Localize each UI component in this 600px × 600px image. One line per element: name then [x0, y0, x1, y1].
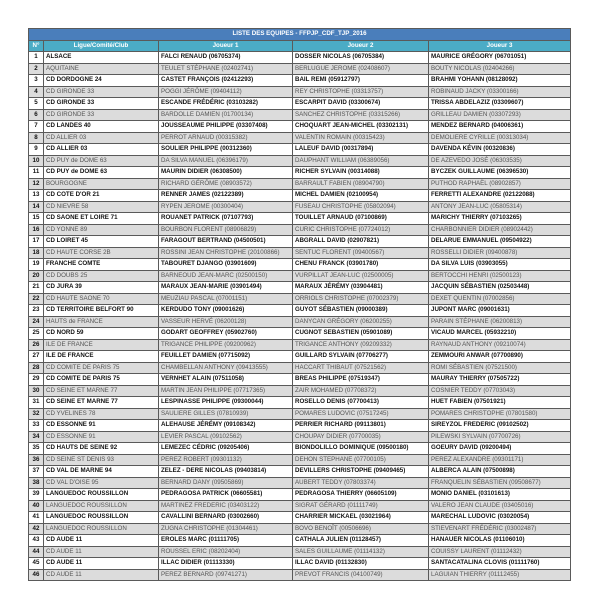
player-1-cell: LEMEZEC CÉDRIC (09205406) [159, 443, 293, 455]
league-cell: CD AUDE 11 [44, 569, 159, 581]
player-3-cell: MARICHY THIERRY (07103265) [429, 213, 571, 225]
row-number: 46 [29, 569, 44, 581]
league-cell: CD PUY de DOME 63 [44, 155, 159, 167]
player-1-cell: PERROT ARNAUD (00315382) [159, 132, 293, 144]
player-1-cell: SAULIERE GILLES (07810939) [159, 408, 293, 420]
player-1-cell: ZELEZ - DERE NICOLAS (09403814) [159, 466, 293, 478]
player-3-cell: VICAUD MARCEL (05932210) [429, 328, 571, 340]
league-cell: AQUITAINE [44, 63, 159, 75]
row-number: 42 [29, 523, 44, 535]
column-header-player-2: Joueur 2 [293, 40, 429, 52]
table-row [29, 546, 571, 558]
player-3-cell: BYCZEK GUILLAUME (06396530) [429, 167, 571, 179]
player-1-cell: POGGI JÉRÔME (09404112) [159, 86, 293, 98]
player-2-cell: CUGNOT SEBASTIEN (05901089) [293, 328, 429, 340]
league-cell: ALSACE [44, 52, 159, 64]
player-2-cell: SANCHEZ CHRISTOPHE (03315266) [293, 109, 429, 121]
row-number: 26 [29, 339, 44, 351]
player-2-cell: CHENU FRANCK (03901780) [293, 259, 429, 271]
player-1-cell: PEDRAGOSA PATRICK (06605581) [159, 489, 293, 501]
table-row [29, 569, 571, 581]
player-3-cell: ROBINAUD JACKY (03300166) [429, 86, 571, 98]
player-3-cell: DEMOLIERE CYRILLE (00313034) [429, 132, 571, 144]
table-row [29, 236, 571, 248]
row-number: 14 [29, 201, 44, 213]
table-row [29, 224, 571, 236]
player-1-cell: RYPEN JEROME (00300404) [159, 201, 293, 213]
player-1-cell: TRIGANCE PHILIPPE (09200962) [159, 339, 293, 351]
player-1-cell: ROUSSEL ERIC (08202404) [159, 546, 293, 558]
player-2-cell: DANYCAN GRÉGORY (06200255) [293, 316, 429, 328]
player-2-cell: GUYOT SÉBASTIEN (09000389) [293, 305, 429, 317]
league-cell: CD YONNE 89 [44, 224, 159, 236]
row-number: 38 [29, 477, 44, 489]
row-number: 29 [29, 374, 44, 386]
player-1-cell: TEULET STÉPHANE (02402741) [159, 63, 293, 75]
player-2-cell: BOVO BENOÎT (00506696) [293, 523, 429, 535]
player-1-cell: LESPINASSE PHILIPPE (09300044) [159, 397, 293, 409]
league-cell: ILE DE FRANCE [44, 351, 159, 363]
player-2-cell: DEVILLERS CHRISTOPHE (09409465) [293, 466, 429, 478]
table-row [29, 109, 571, 121]
player-2-cell: BAIL REMI (05912797) [293, 75, 429, 87]
player-3-cell: STIEVENART FRÉDÉRIC (03002487) [429, 523, 571, 535]
player-3-cell: MARECHAL LUDOVIC (03020054) [429, 512, 571, 524]
table-row [29, 477, 571, 489]
player-1-cell: SOULIER PHILIPPE (00312360) [159, 144, 293, 156]
league-cell: CD DORDOGNE 24 [44, 75, 159, 87]
player-1-cell: CHAMBELLAN ANTHONY (09413555) [159, 362, 293, 374]
table-row [29, 98, 571, 110]
player-2-cell: BREAS PHILIPPE (07519347) [293, 374, 429, 386]
player-1-cell: ROUANET PATRICK (07107793) [159, 213, 293, 225]
row-number: 20 [29, 270, 44, 282]
row-number: 41 [29, 512, 44, 524]
row-number: 45 [29, 558, 44, 570]
table-row [29, 466, 571, 478]
league-cell: LANGUEDOC ROUSSILLON [44, 500, 159, 512]
player-1-cell: ZUGNA CHRISTOPHE (01304461) [159, 523, 293, 535]
table-row [29, 523, 571, 535]
player-3-cell: POMARES CHRISTOPHE (07801580) [429, 408, 571, 420]
player-3-cell: MAURAY THIERRY (07505722) [429, 374, 571, 386]
player-3-cell: JACQUIN SÉBASTIEN (02503448) [429, 282, 571, 294]
player-1-cell: PEREZ ROBERT (09301132) [159, 454, 293, 466]
league-cell: LANGUEDOC ROUSSILLON [44, 512, 159, 524]
table-title: LISTE DES EQUIPES - FFPJP_CDF_TJP_2016 [29, 29, 571, 41]
league-cell: FRANCHE COMTE [44, 259, 159, 271]
player-3-cell: PARAIN STÉPHANE (06200813) [429, 316, 571, 328]
row-number: 16 [29, 224, 44, 236]
table-row [29, 132, 571, 144]
row-number: 1 [29, 52, 44, 64]
player-2-cell: BARRAULT FABIEN (08904790) [293, 178, 429, 190]
player-2-cell: MARAUX JÉRÉMY (03904481) [293, 282, 429, 294]
player-1-cell: DA SILVA MANUEL (06396179) [159, 155, 293, 167]
row-number: 36 [29, 454, 44, 466]
row-number: 2 [29, 63, 44, 75]
player-3-cell: BOUTY NICOLAS (02404266) [429, 63, 571, 75]
league-cell: CD ALLIER 03 [44, 132, 159, 144]
row-number: 43 [29, 535, 44, 547]
row-number: 34 [29, 431, 44, 443]
table-row [29, 512, 571, 524]
league-cell: CD NORD 59 [44, 328, 159, 340]
player-3-cell: ZEMMOURI ANWAR (07700890) [429, 351, 571, 363]
player-2-cell: PERRIER RICHARD (09113801) [293, 420, 429, 432]
column-header-player-1: Joueur 1 [159, 40, 293, 52]
table-row [29, 167, 571, 179]
player-3-cell: PEREZ ALEXANDRE (09301171) [429, 454, 571, 466]
player-3-cell: ANTONY JEAN-LUC (05805314) [429, 201, 571, 213]
player-3-cell: PUTHOD RAPHAËL (08902857) [429, 178, 571, 190]
table-row [29, 351, 571, 363]
row-number: 24 [29, 316, 44, 328]
player-3-cell: FRANQUELIN SÉBASTIEN (09508677) [429, 477, 571, 489]
player-3-cell: TRISSA ABDELAZIZ (03309607) [429, 98, 571, 110]
player-3-cell: PILEWSKI SYLVAIN (07700726) [429, 431, 571, 443]
player-2-cell: PREVOT FRANCIS (04100749) [293, 569, 429, 581]
league-cell: CD LOIRET 45 [44, 236, 159, 248]
league-cell: CD AUDE 11 [44, 546, 159, 558]
league-cell: CD ALLIER 03 [44, 144, 159, 156]
league-cell: CD GIRONDE 33 [44, 98, 159, 110]
table-row [29, 558, 571, 570]
player-2-cell: PEDRAGOSA THIERRY (06605109) [293, 489, 429, 501]
table-row [29, 362, 571, 374]
player-1-cell: MEUZIAU PASCAL (07001151) [159, 293, 293, 305]
player-1-cell: CASTET FRANÇOIS (02412293) [159, 75, 293, 87]
row-number: 7 [29, 121, 44, 133]
row-number: 33 [29, 420, 44, 432]
teams-table [28, 28, 571, 581]
row-number: 27 [29, 351, 44, 363]
league-cell: BOURGOGNE [44, 178, 159, 190]
league-cell: CD TERRITOIRE BELFORT 90 [44, 305, 159, 317]
league-cell: CD LANDES 40 [44, 121, 159, 133]
league-cell: LANGUEDOC ROUSSILLON [44, 489, 159, 501]
league-cell: CD COMITE DE PARIS 75 [44, 374, 159, 386]
row-number: 39 [29, 489, 44, 501]
column-header-number: N° [29, 40, 44, 52]
player-2-cell: MICHEL DAMIEN (02100954) [293, 190, 429, 202]
league-cell: CD DOUBS 25 [44, 270, 159, 282]
league-cell: LANGUEDOC ROUSSILLON [44, 523, 159, 535]
player-2-cell: TRIGANCE ANTHONY (09209332) [293, 339, 429, 351]
player-3-cell: DELARUE EMMANUEL (09504922) [429, 236, 571, 248]
table-body [29, 52, 571, 581]
player-3-cell: GRILLEAU DAMIEN (03307293) [429, 109, 571, 121]
player-1-cell: ROSSINI JEAN CHRISTOPHE (20100866) [159, 247, 293, 259]
table-row [29, 454, 571, 466]
player-2-cell: BERLUGUE JEROME (02408607) [293, 63, 429, 75]
player-3-cell: RAYNAUD ANTHONY (09210074) [429, 339, 571, 351]
table-row [29, 282, 571, 294]
player-3-cell: BERTOCCHI HENRI (02500123) [429, 270, 571, 282]
table-header-row [29, 40, 571, 52]
player-1-cell: RENNER JAMES (02122389) [159, 190, 293, 202]
player-1-cell: MARTINEZ FREDERIC (03403122) [159, 500, 293, 512]
player-1-cell: MARAUX JEAN-MARIE (03901494) [159, 282, 293, 294]
player-1-cell: RICHARD GÉRÔME (08903572) [159, 178, 293, 190]
player-2-cell: BIONDOLILLO DOMINIQUE (09500180) [293, 443, 429, 455]
league-cell: CD SEINE ET MARNE 77 [44, 385, 159, 397]
player-1-cell: MARTIN JEAN PHILIPPE (07717365) [159, 385, 293, 397]
league-cell: CD COMITE DE PARIS 75 [44, 362, 159, 374]
player-2-cell: ABGRALL DAVID (02907821) [293, 236, 429, 248]
league-cell: CD SEINE ST DENIS 93 [44, 454, 159, 466]
row-number: 5 [29, 98, 44, 110]
league-cell: CD GIRONDE 33 [44, 109, 159, 121]
player-3-cell: SANTACATALINA CLOVIS (01111760) [429, 558, 571, 570]
row-number: 13 [29, 190, 44, 202]
player-1-cell: VERNHET ALAIN (07511058) [159, 374, 293, 386]
row-number: 3 [29, 75, 44, 87]
row-number: 9 [29, 144, 44, 156]
player-1-cell: FEUILLET DAMIEN (07715092) [159, 351, 293, 363]
player-3-cell: FERRETTI ALEXANDRE (02122088) [429, 190, 571, 202]
player-1-cell: FARAGOUT BERTRAND (04500501) [159, 236, 293, 248]
player-3-cell: DEXET QUENTIN (07002856) [429, 293, 571, 305]
table-row [29, 259, 571, 271]
table-row [29, 535, 571, 547]
player-2-cell: CHOUPAY DIDIER (07700035) [293, 431, 429, 443]
player-2-cell: ROSELLO DENIS (07700413) [293, 397, 429, 409]
player-3-cell: MONIO DANIEL (03101613) [429, 489, 571, 501]
player-1-cell: TABOURET DJANGO (03901609) [159, 259, 293, 271]
table-row [29, 52, 571, 64]
player-1-cell: JOUSSEAUME PHILIPPE (03307408) [159, 121, 293, 133]
table-row [29, 155, 571, 167]
player-2-cell: SALES GUILLAUME (01114132) [293, 546, 429, 558]
player-2-cell: AUBERT TEDDY (07803374) [293, 477, 429, 489]
table-row [29, 339, 571, 351]
player-3-cell: DE AZEVEDO JOSÉ (06303535) [429, 155, 571, 167]
league-cell: CD SEINE ET MARNE 77 [44, 397, 159, 409]
league-cell: CD AUDE 11 [44, 535, 159, 547]
league-cell: ILE DE FRANCE [44, 339, 159, 351]
row-number: 30 [29, 385, 44, 397]
table-row [29, 190, 571, 202]
player-2-cell: LALEUF DAVID (00317894) [293, 144, 429, 156]
table-row [29, 420, 571, 432]
league-cell: CD AUDE 11 [44, 558, 159, 570]
league-cell: HAUTS de FRANCE [44, 316, 159, 328]
row-number: 11 [29, 167, 44, 179]
table-row [29, 489, 571, 501]
league-cell: CD VAL D'OISE 95 [44, 477, 159, 489]
table-row [29, 443, 571, 455]
player-3-cell: COSNIER TEDDY (07703043) [429, 385, 571, 397]
row-number: 6 [29, 109, 44, 121]
row-number: 4 [29, 86, 44, 98]
player-1-cell: EROLES MARC (01111705) [159, 535, 293, 547]
table-row [29, 397, 571, 409]
table-row [29, 247, 571, 259]
player-1-cell: KERDUDO TONY (09001626) [159, 305, 293, 317]
player-1-cell: BARNEOUD JEAN-MARC (02500150) [159, 270, 293, 282]
player-1-cell: ALEHAUSE JÉRÉMY (09108342) [159, 420, 293, 432]
player-3-cell: HUET FABIEN (07501921) [429, 397, 571, 409]
player-1-cell: PEREZ BERNARD (09741271) [159, 569, 293, 581]
row-number: 22 [29, 293, 44, 305]
table-row [29, 121, 571, 133]
table-row [29, 431, 571, 443]
league-cell: CD YVELINES 78 [44, 408, 159, 420]
table-row [29, 178, 571, 190]
player-2-cell: POMARES LUDOVIC (07517245) [293, 408, 429, 420]
table-row [29, 328, 571, 340]
player-1-cell: VASSEUR HERVÉ (06200128) [159, 316, 293, 328]
player-1-cell: ESCANDE FRÉDÉRIC (03103282) [159, 98, 293, 110]
table-row [29, 201, 571, 213]
player-3-cell: CHARBONNIER DIDIER (08902442) [429, 224, 571, 236]
table-row [29, 86, 571, 98]
player-2-cell: FUSEAU CHRISTOPHE (05802094) [293, 201, 429, 213]
player-2-cell: DEHON STEPHANE (07700105) [293, 454, 429, 466]
player-3-cell: SIREYZOL FREDERIC (09102502) [429, 420, 571, 432]
league-cell: CD JURA 39 [44, 282, 159, 294]
table-row [29, 305, 571, 317]
row-number: 37 [29, 466, 44, 478]
player-3-cell: VALERO JEAN CLAUDE (03405016) [429, 500, 571, 512]
player-1-cell: CAVALLINI BERNARD (03002660) [159, 512, 293, 524]
row-number: 15 [29, 213, 44, 225]
player-2-cell: ESCARPIT DAVID (03300674) [293, 98, 429, 110]
league-cell: CD NIEVRE 58 [44, 201, 159, 213]
table-row [29, 374, 571, 386]
table-row [29, 408, 571, 420]
table-row [29, 316, 571, 328]
player-3-cell: COUISSY LAURENT (01112432) [429, 546, 571, 558]
row-number: 18 [29, 247, 44, 259]
player-1-cell: ILLAC DIDIER (01113330) [159, 558, 293, 570]
row-number: 31 [29, 397, 44, 409]
row-number: 12 [29, 178, 44, 190]
player-1-cell: BARDOLLE DAMIEN (01700134) [159, 109, 293, 121]
league-cell: CD HAUTE SAONE 70 [44, 293, 159, 305]
column-header-player-3: Joueur 3 [429, 40, 571, 52]
league-cell: CD PUY de DOME 63 [44, 167, 159, 179]
row-number: 19 [29, 259, 44, 271]
league-cell: CD HAUTE CORSE 2B [44, 247, 159, 259]
player-2-cell: ILLAC DAVID (01132830) [293, 558, 429, 570]
player-1-cell: BOURBON FLORENT (08906829) [159, 224, 293, 236]
table-row [29, 385, 571, 397]
row-number: 8 [29, 132, 44, 144]
player-2-cell: SIGRAT GÉRARD (01111749) [293, 500, 429, 512]
player-3-cell: LAGUIAN THIERRY (01112455) [429, 569, 571, 581]
player-2-cell: DAUPHANT WILLIAM (06389056) [293, 155, 429, 167]
player-2-cell: CATHALA JULIEN (01128457) [293, 535, 429, 547]
player-2-cell: VALENTIN ROMAIN (00315423) [293, 132, 429, 144]
player-1-cell: FALCI RENAUD (06705374) [159, 52, 293, 64]
row-number: 32 [29, 408, 44, 420]
player-2-cell: ZAIR MOHAMED (07708372) [293, 385, 429, 397]
player-2-cell: RICHER SYLVAIN (00314088) [293, 167, 429, 179]
player-2-cell: TOUILLET ARNAUD (07100869) [293, 213, 429, 225]
player-3-cell: BRAHMI YOHANN (08128092) [429, 75, 571, 87]
league-cell: CD ESSONNE 91 [44, 431, 159, 443]
player-1-cell: LEVIER PASCAL (09102562) [159, 431, 293, 443]
table-row [29, 144, 571, 156]
player-2-cell: CURIC CHRISTOPHE (07724012) [293, 224, 429, 236]
player-3-cell: ALBERCA ALAIN (07500898) [429, 466, 571, 478]
player-2-cell: REY CHRISTOPHE (03313757) [293, 86, 429, 98]
player-2-cell: ORRIOLS CHRISTOPHE (07002379) [293, 293, 429, 305]
player-1-cell: BERNARD DANY (09505869) [159, 477, 293, 489]
player-1-cell: GODART GEOFFREY (05902760) [159, 328, 293, 340]
player-3-cell: ROSSELLI DIDIER (09400878) [429, 247, 571, 259]
table-row [29, 293, 571, 305]
league-cell: CD COTE D'OR 21 [44, 190, 159, 202]
player-3-cell: DA SILVA LUIS (03903055) [429, 259, 571, 271]
table-row [29, 75, 571, 87]
column-header-league: Ligue/Comité/Club [44, 40, 159, 52]
row-number: 40 [29, 500, 44, 512]
league-cell: CD VAL DE MARNE 94 [44, 466, 159, 478]
player-3-cell: DAVENDA KÉVIN (00320836) [429, 144, 571, 156]
league-cell: CD ESSONNE 91 [44, 420, 159, 432]
row-number: 25 [29, 328, 44, 340]
player-3-cell: GOEURY DAVID (09200494) [429, 443, 571, 455]
row-number: 23 [29, 305, 44, 317]
league-cell: CD GIRONDE 33 [44, 86, 159, 98]
player-3-cell: MAURICE GRÉGORY (06701051) [429, 52, 571, 64]
row-number: 10 [29, 155, 44, 167]
player-1-cell: MAURIN DIDIER (06308500) [159, 167, 293, 179]
table-row [29, 213, 571, 225]
player-2-cell: CHARRIER MICKAEL (03021964) [293, 512, 429, 524]
player-2-cell: VURPILLAT JEAN-LUC (02500005) [293, 270, 429, 282]
table-row [29, 270, 571, 282]
table-title-row [29, 29, 571, 41]
league-cell: CD HAUTS DE SEINE 92 [44, 443, 159, 455]
player-2-cell: SENTUC FLORENT (09400567) [293, 247, 429, 259]
league-cell: CD SAONE ET LOIRE 71 [44, 213, 159, 225]
player-3-cell: ROMI SÉBASTIEN (07521500) [429, 362, 571, 374]
player-3-cell: MENDEZ BERNARD (04006361) [429, 121, 571, 133]
player-2-cell: DOSSER NICOLAS (06705384) [293, 52, 429, 64]
player-2-cell: CHOQUART JEAN-MICHEL (03302131) [293, 121, 429, 133]
row-number: 35 [29, 443, 44, 455]
row-number: 17 [29, 236, 44, 248]
row-number: 28 [29, 362, 44, 374]
table-row [29, 500, 571, 512]
player-3-cell: HANAUER NICOLAS (01106010) [429, 535, 571, 547]
row-number: 44 [29, 546, 44, 558]
player-2-cell: HACCART THIBAUT (07521562) [293, 362, 429, 374]
player-3-cell: JUPONT MARC (09001631) [429, 305, 571, 317]
row-number: 21 [29, 282, 44, 294]
table-row [29, 63, 571, 75]
player-2-cell: GUILLARD SYLVAIN (07706277) [293, 351, 429, 363]
